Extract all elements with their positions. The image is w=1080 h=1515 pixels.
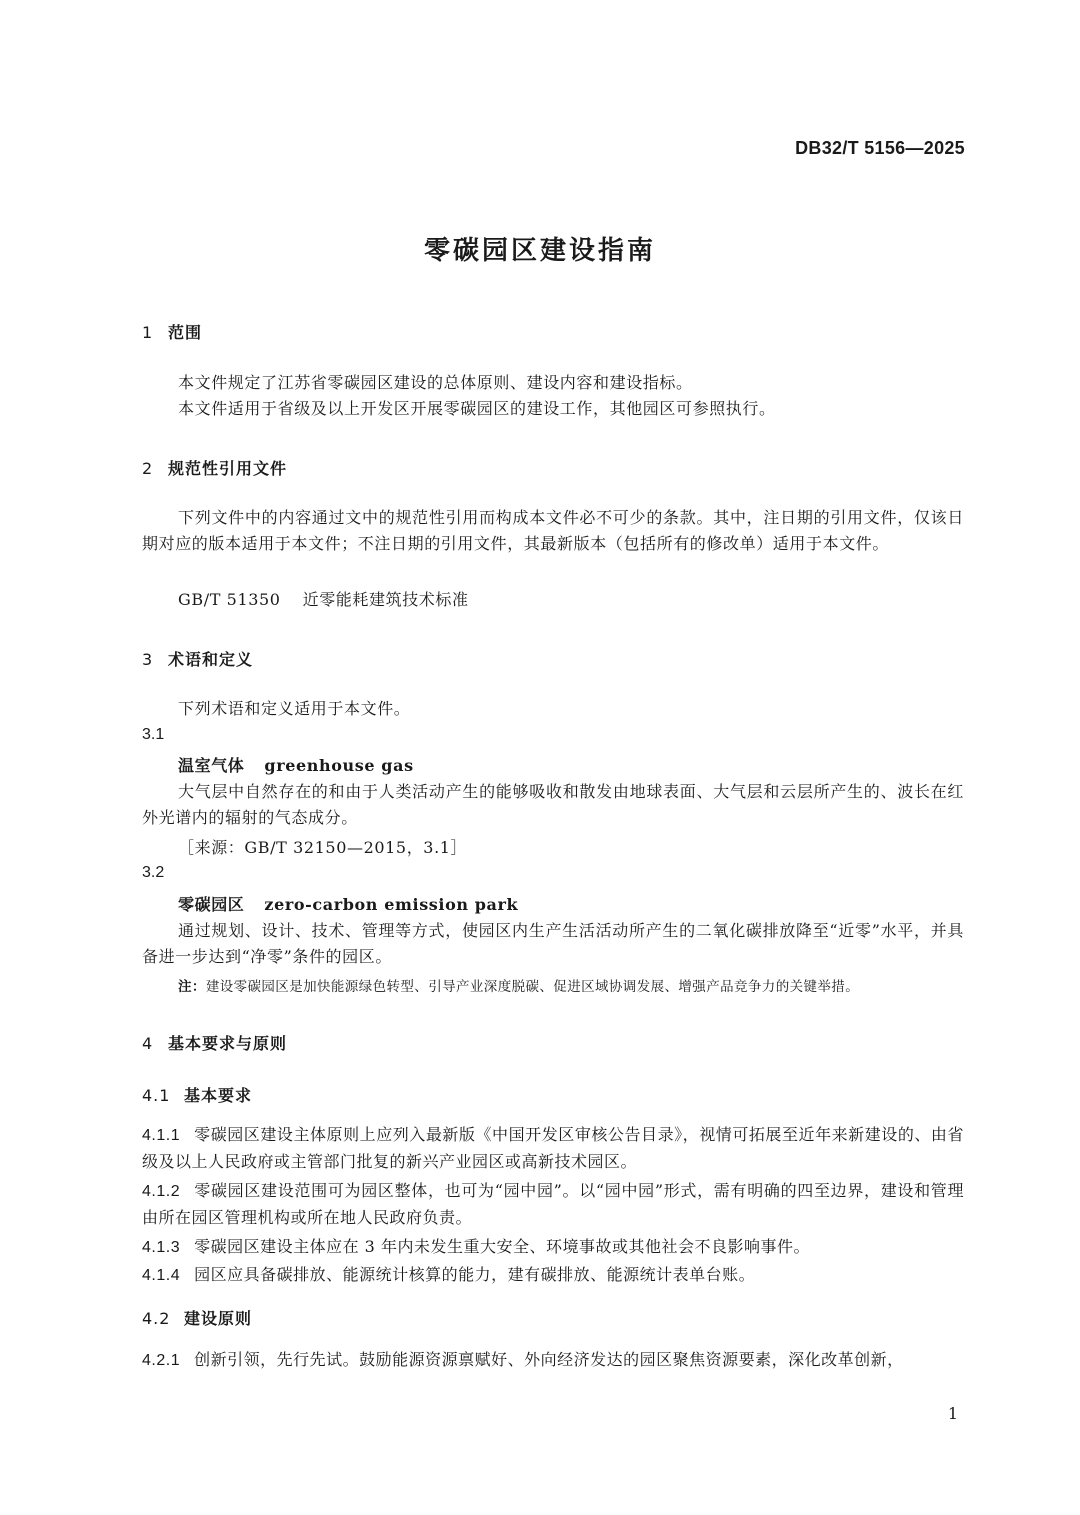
paragraph: 下列术语和定义适用于本文件。 <box>178 699 411 718</box>
clause-number: 4.1.4 <box>142 1267 181 1284</box>
paragraph: 本文件适用于省级及以上开发区开展零碳园区的建设工作，其他园区可参照执行。 <box>178 399 776 418</box>
section-4-heading <box>142 1031 964 1054</box>
clause <box>142 1178 964 1231</box>
section-number: 1 <box>142 323 154 342</box>
term-source: ［来源：GB/T 32150—2015，3.1］ <box>178 838 468 857</box>
term-entry <box>142 892 1000 915</box>
section-title: 规范性引用文件 <box>168 459 288 478</box>
clause-text: 创新引领，先行先试。鼓励能源资源禀赋好、外向经济发达的园区聚焦资源要素，深化改革创新， <box>194 1350 904 1369</box>
clause-text: 园区应具备碳排放、能源统计核算的能力，建有碳排放、能源统计表单台账。 <box>194 1265 756 1284</box>
section-title: 术语和定义 <box>168 650 254 669</box>
section-number: 4 <box>142 1034 154 1053</box>
subsection-number: 4.1 <box>142 1086 171 1105</box>
subsection-title: 建设原则 <box>184 1309 253 1328</box>
term-definition: 大气层中自然存在的和由于人类活动产生的能够吸收和散发由地球表面、大气层和云层所产生的、波长在红外光谱内的辐射的气态成分。 <box>142 782 964 827</box>
clause-text: 零碳园区建设主体应在 3 年内未发生重大安全、环境事故或其他社会不良影响事件。 <box>194 1237 810 1256</box>
subsection-4-2-heading <box>142 1306 964 1329</box>
term-number: 3.1 <box>142 726 165 743</box>
section-title: 范围 <box>168 323 203 342</box>
term-en: greenhouse gas <box>264 756 414 775</box>
standard-code: DB32/T 5156—2025 <box>795 138 965 158</box>
term-definition: 通过规划、设计、技术、管理等方式，使园区内生产生活活动所产生的二氧化碳排放降至“近零”水平，并具备进一步达到“净零”条件的园区。 <box>142 921 964 966</box>
note-label: 注： <box>178 979 206 995</box>
clause-number: 4.1.1 <box>142 1127 181 1144</box>
clause-number: 4.1.2 <box>142 1183 181 1200</box>
term-en: zero-carbon emission park <box>264 895 519 914</box>
clause-number: 4.2.1 <box>142 1352 181 1369</box>
clause <box>142 1122 964 1175</box>
document-title: 零碳园区建设指南 <box>423 236 656 266</box>
clause-text: 零碳园区建设范围可为园区整体，也可为“园中园”。以“园中园”形式，需有明确的四至边界，建设和管理由所在园区管理机构或所在地人民政府负责。 <box>142 1181 964 1227</box>
clause-number: 4.1.3 <box>142 1239 181 1256</box>
page-number: 1 <box>947 1404 958 1423</box>
section-2-heading <box>142 456 964 479</box>
section-1-heading <box>142 320 964 343</box>
section-number: 3 <box>142 650 154 669</box>
section-number: 2 <box>142 459 154 478</box>
normative-reference <box>142 587 964 613</box>
paragraph: 下列文件中的内容通过文中的规范性引用而构成本文件必不可少的条款。其中，注日期的引用文件，仅该日期对应的版本适用于本文件；不注日期的引用文件，其最新版本（包括所有的修改单）适用于本文件。 <box>142 508 964 553</box>
clause-text: 零碳园区建设主体原则上应列入最新版《中国开发区审核公告目录》，视情可拓展至近年来新建设的、由省级及以上人民政府或主管部门批复的新兴产业园区或高新技术园区。 <box>142 1125 964 1171</box>
paragraph: 本文件规定了江苏省零碳园区建设的总体原则、建设内容和建设指标。 <box>178 373 693 392</box>
subsection-4-1-heading <box>142 1083 964 1106</box>
section-title: 基本要求与原则 <box>168 1034 288 1053</box>
term-entry <box>142 753 1000 776</box>
clause <box>142 1347 964 1374</box>
subsection-number: 4.2 <box>142 1309 171 1328</box>
reference-title: 近零能耗建筑技术标准 <box>302 590 469 609</box>
term-note <box>142 975 1000 995</box>
term-zh: 零碳园区 <box>178 895 245 914</box>
term-number: 3.2 <box>142 864 165 881</box>
reference-code: GB/T 51350 <box>178 590 281 609</box>
clause <box>142 1262 964 1289</box>
term-zh: 温室气体 <box>178 756 245 775</box>
section-3-heading <box>142 647 964 670</box>
note-text: 建设零碳园区是加快能源绿色转型、引导产业深度脱碳、促进区域协调发展、增强产品竞争力的关键举措。 <box>205 979 860 995</box>
subsection-title: 基本要求 <box>184 1086 253 1105</box>
clause <box>142 1234 964 1261</box>
